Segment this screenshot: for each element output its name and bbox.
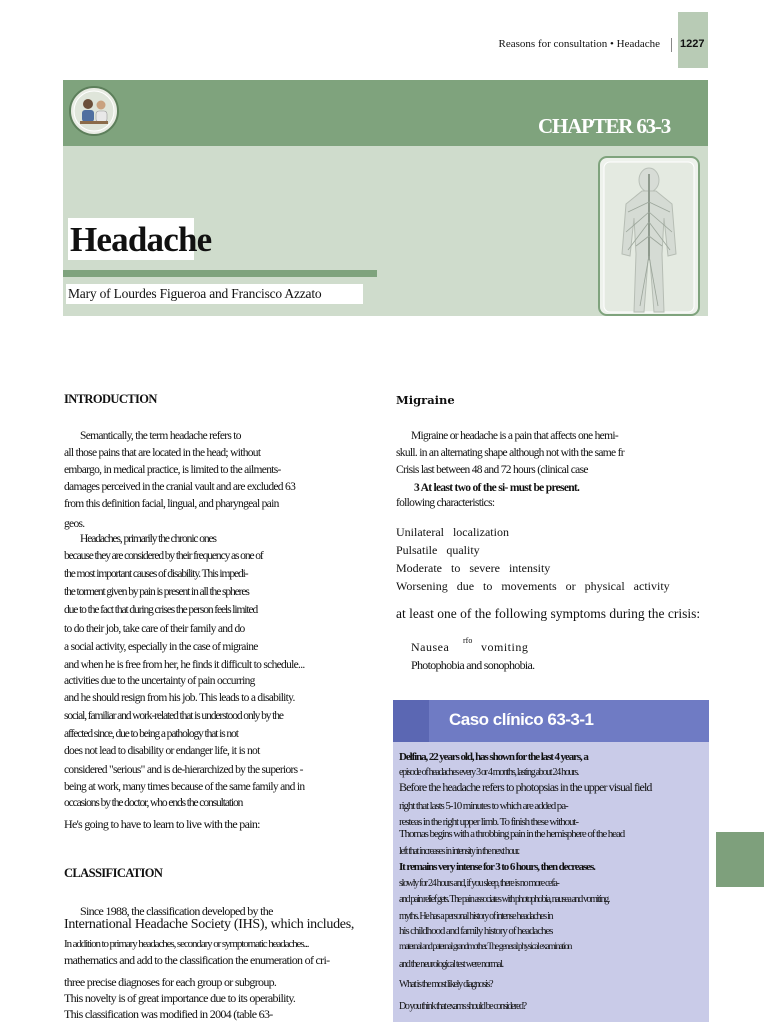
case-line: resteas in the right upper limb. To finish these without- <box>399 816 578 828</box>
case-line: slowly for 24 hours and, if you sleep, there is no more cefa- <box>399 878 559 889</box>
introduction-heading: INTRODUCTION <box>64 392 157 406</box>
classification-line: three precise diagnoses for each group or subgroup. <box>64 975 277 989</box>
migraine-line: 3 At least two of the si- must be present. <box>414 482 580 494</box>
case-line: myths. He has a personal history of intense headaches in <box>399 911 553 922</box>
section-side-tab <box>716 832 764 887</box>
intro-line: the most important causes of disability. This impedi- <box>64 568 248 580</box>
classification-heading: CLASSIFICATION <box>64 866 163 880</box>
intro-line: damages perceived in the cranial vault and are excluded 63 <box>64 481 296 493</box>
symptom-nausea: Nausea <box>411 640 450 654</box>
migraine-line: Migraine or headache is a pain that affects one hemi- <box>411 430 618 442</box>
intro-line: does not lead to disability or endanger life, it is not <box>64 745 260 757</box>
characteristic-item: Worsening due to movements or physical activity <box>396 579 670 593</box>
case-line: maternal and paternal grandmother. The general physical examination <box>399 942 571 952</box>
classification-line: In addition to primary headaches, secondary or symptomatic headaches... <box>64 938 309 950</box>
intro-line: and when he is free from her, he finds it difficult to schedule... <box>64 659 305 671</box>
running-head: Reasons for consultation • Headache <box>498 38 660 50</box>
intro-line: because they are considered by their frequency as one of <box>64 550 263 562</box>
title-rule <box>63 270 377 277</box>
case-line: his childhood and family history of headaches <box>399 925 553 937</box>
intro-line: He's going to have to learn to live with the pain: <box>64 817 260 831</box>
case-title-tab <box>393 700 429 742</box>
intro-line: activities due to the uncertainty of pain occurring <box>64 675 255 687</box>
intro-line: being at work, many times because of the same family and in <box>64 781 305 793</box>
case-line: Thomas begins with a throbbing pain in the hemisphere of the head <box>399 828 625 840</box>
migraine-line: skull. in an alternating shape although not with the same fr <box>396 447 624 459</box>
classification-line: This classification was modified in 2004 (table 63- <box>64 1007 273 1021</box>
case-line: and pain relief gets. The pain associates with photophobia, nausea and vomiting. <box>399 894 609 905</box>
intro-line: Headaches, primarily the chronic ones <box>80 533 216 545</box>
intro-line: occasions by the doctor, who ends the consultation <box>64 797 243 809</box>
symptom-photophobia: Photophobia and sonophobia. <box>411 658 535 672</box>
case-line: right that lasts 5-10 minutes to which are added pa- <box>399 800 568 812</box>
classification-line: mathematics and add to the classification the enumeration of cri- <box>64 953 330 967</box>
symptom-superscript: rfo <box>463 636 473 645</box>
intro-line: the torment given by pain is present in all the spheres <box>64 586 249 598</box>
crisis-line: at least one of the following symptoms during the crisis: <box>396 606 701 621</box>
case-line: What is the most likely diagnosis? <box>399 979 493 990</box>
nervous-system-figure-icon <box>598 156 700 316</box>
symptom-vomiting: vomiting <box>481 640 529 654</box>
chapter-authors: Mary of Lourdes Figueroa and Francisco Azzato <box>68 286 322 301</box>
consultation-logo-icon <box>68 85 120 137</box>
case-line: It remains very intense for 3 to 6 hours, then decreases. <box>399 861 595 873</box>
classification-line: This novelty is of great importance due to its operability. <box>64 991 296 1005</box>
case-title: Caso clínico 63-3-1 <box>449 710 594 729</box>
intro-line: from this definition facial, lingual, and pharyngeal pain <box>64 498 279 510</box>
characteristic-item: Pulsatile quality <box>396 543 480 557</box>
case-line: and the neurological test were normal. <box>399 959 503 970</box>
case-line: Do you think that exams should be considered? <box>399 1001 526 1012</box>
intro-line: Semantically, the term headache refers to <box>80 430 241 442</box>
migraine-line: Crisis last between 48 and 72 hours (clinical case <box>396 464 588 476</box>
migraine-heading: Migraine <box>396 393 455 407</box>
intro-line: all those pains that are located in the head; without <box>64 447 261 459</box>
case-line: Before the headache refers to photopsias in the upper visual field <box>399 780 652 794</box>
classification-line: International Headache Society (IHS), which includes, <box>64 917 355 932</box>
case-line: left that increases in intensity in the next hour. <box>399 846 519 857</box>
intro-line: due to the fact that during crises the person feels limited <box>64 604 258 616</box>
characteristic-item: Unilateral localization <box>396 525 509 539</box>
chapter-label: CHAPTER 63-3 <box>538 114 671 138</box>
page-number: 1227 <box>680 38 705 50</box>
running-head-divider <box>671 38 672 52</box>
characteristic-item: Moderate to severe intensity <box>396 561 551 575</box>
classification-line: Since 1988, the classification developed by the <box>80 904 273 918</box>
intro-line: and he should resign from his job. This leads to a disability. <box>64 692 295 704</box>
intro-line: embargo, in medical practice, is limited to the ailments- <box>64 464 281 476</box>
intro-line: geos. <box>64 518 85 530</box>
intro-line: a social activity, especially in the case of migraine <box>64 641 258 653</box>
migraine-line: following characteristics: <box>396 497 495 509</box>
intro-line: social, familiar and work-related that is understood only by the <box>64 710 283 722</box>
intro-line: affected since, due to being a pathology that is not <box>64 728 238 740</box>
chapter-title: Headache <box>70 220 212 259</box>
intro-line: considered "serious" and is de-hierarchized by the superiors - <box>64 764 303 776</box>
case-line: episode of headaches every 3 or 4 months, lasting about 24 hours. <box>399 767 579 778</box>
case-line: Delfina, 22 years old, has shown for the last 4 years, a <box>399 751 588 763</box>
intro-line: to do their job, take care of their family and do <box>64 623 245 635</box>
